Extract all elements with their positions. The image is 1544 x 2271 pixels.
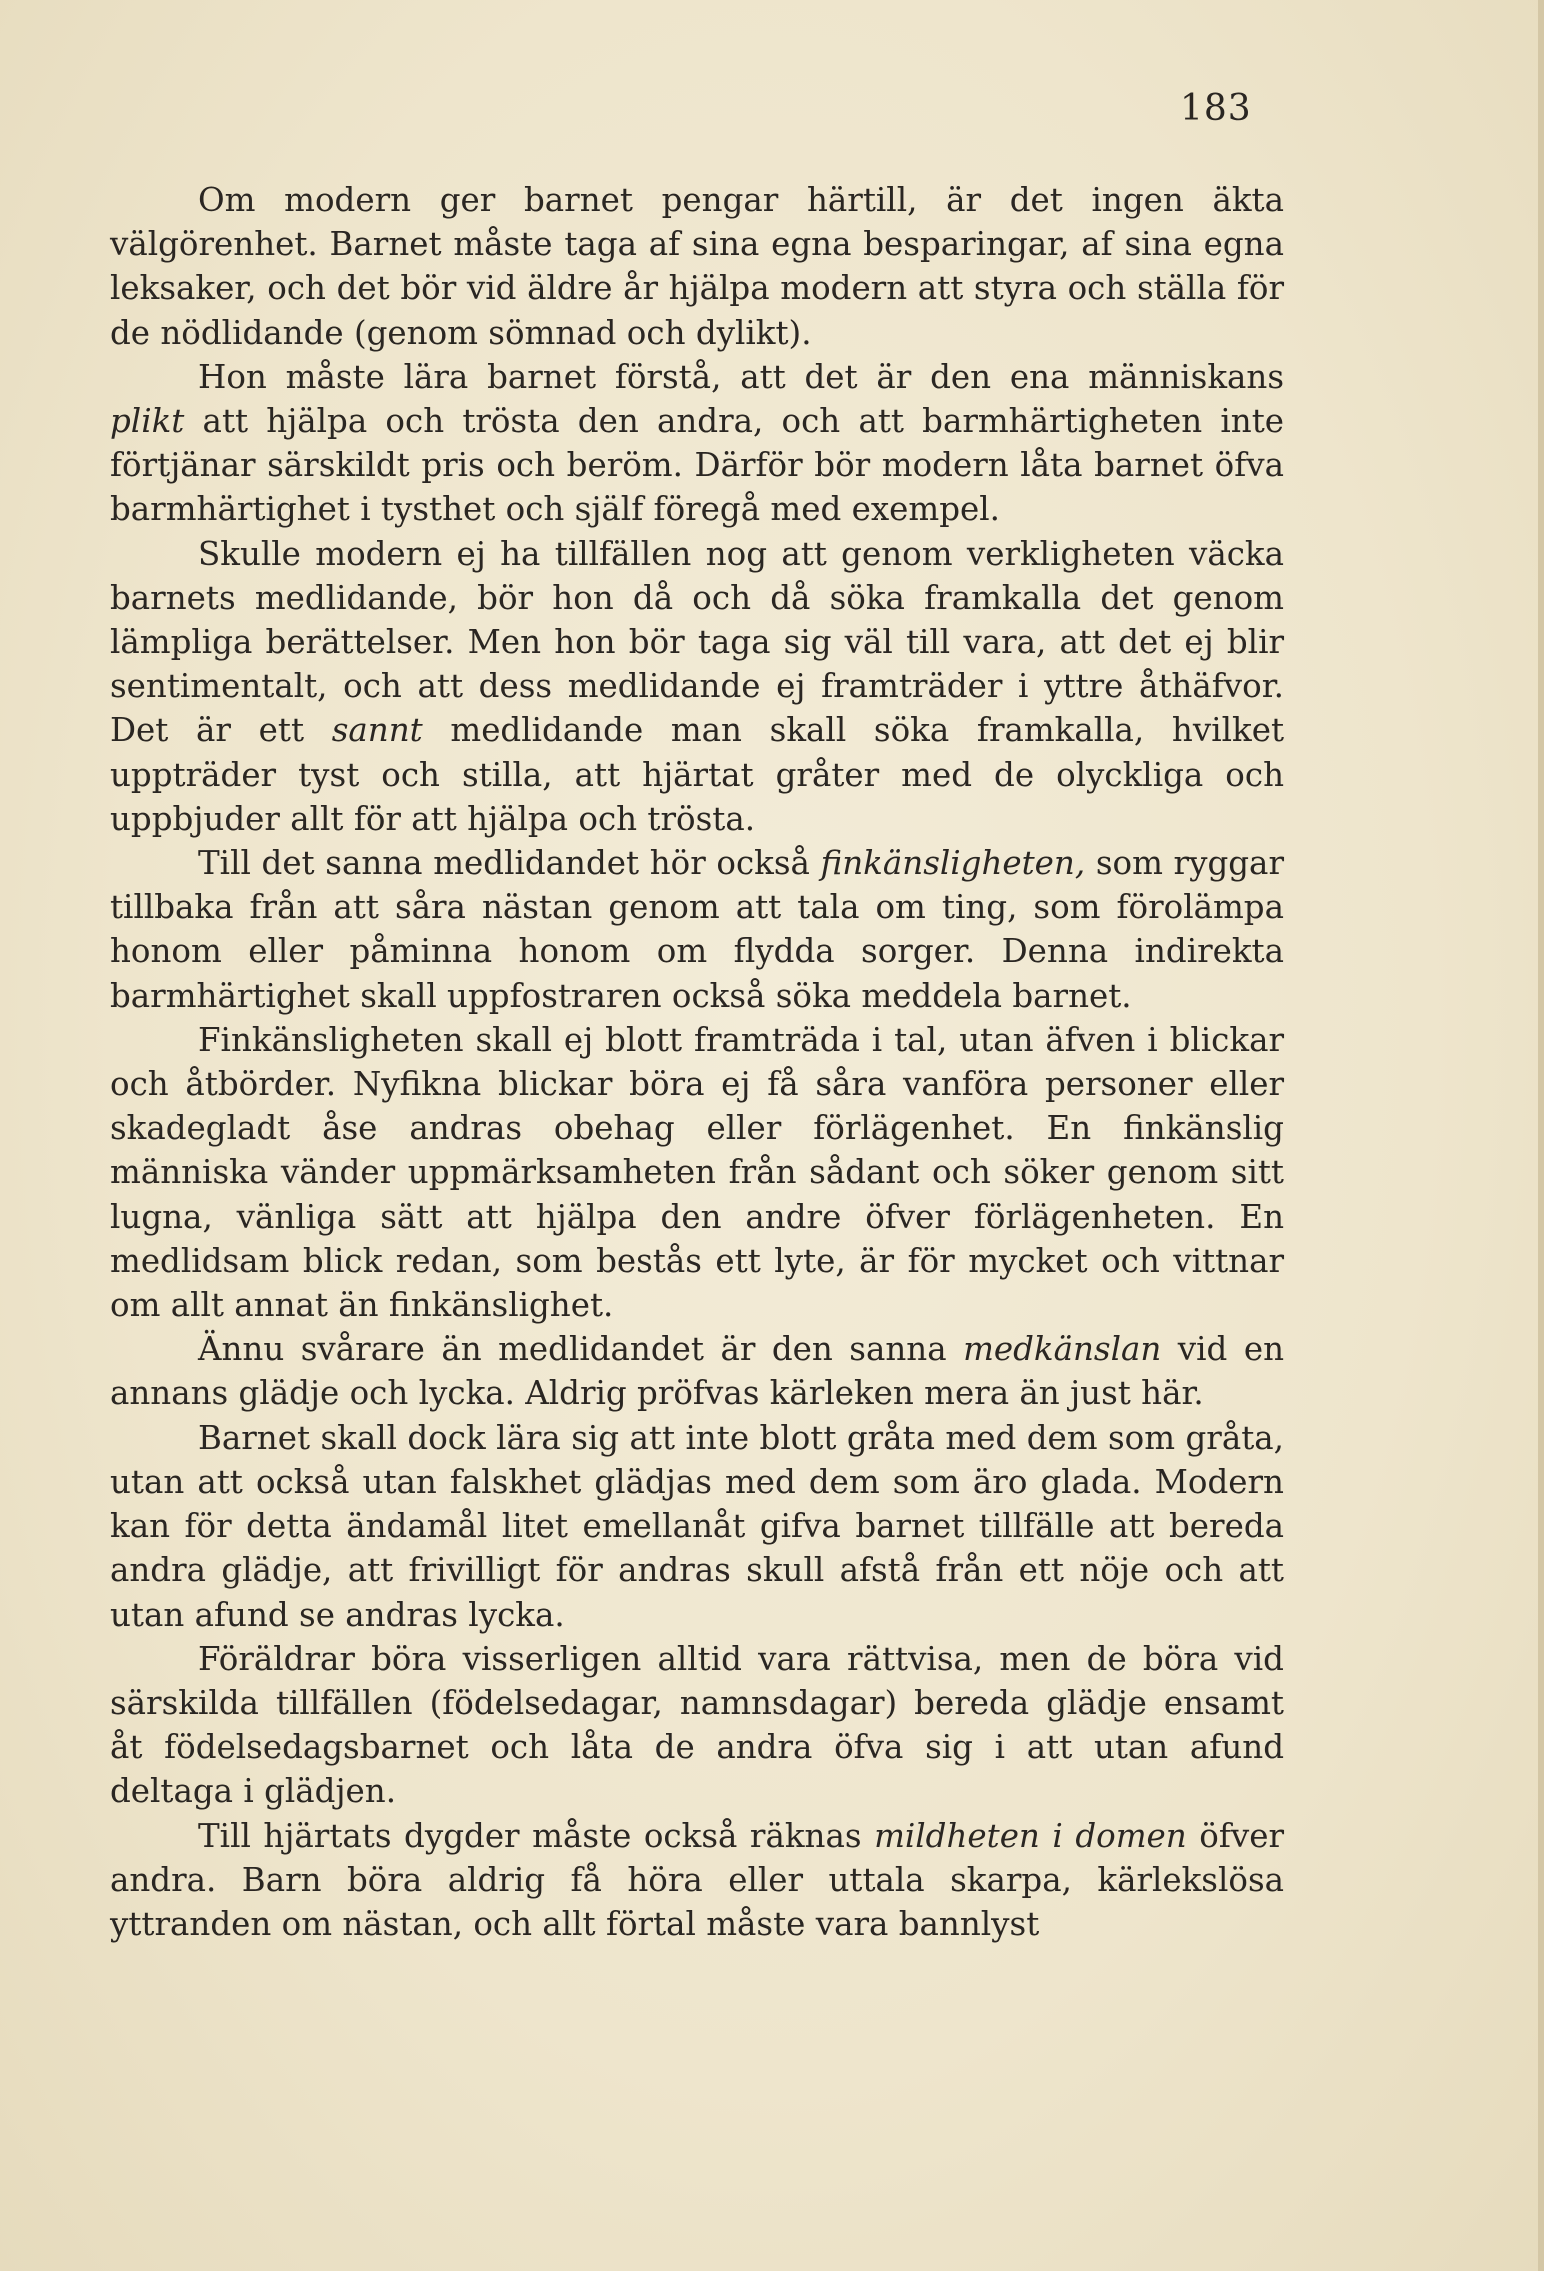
paragraph [110,1416,1284,1637]
text-run: Till hjärtats dygder måste också räknas [198,1816,875,1855]
paragraph [110,532,1284,841]
italic-term: medkänslan [963,1330,1162,1369]
italic-term: sannt [331,711,423,750]
text-run: Barnet skall dock lära sig att inte blott gråta med dem som gråta, utan att också utan falskhet glädjas med dem som äro glada. Modern kan för detta ändamål litet emellanåt gifva barnet tillfälle att bereda andra glädje, att frivilligt för andras skull afstå från ett nöje och att utan afund se andras lycka. [110,1418,1284,1634]
paragraph [110,1327,1284,1415]
paragraph [110,355,1284,532]
text-run: Skulle modern ej ha tillfällen nog att genom verkligheten väcka barnets medlidande, bör hon då och då söka framkalla det genom lämpliga berättelser. Men hon bör taga sig väl till vara, att det ej blir sentimentalt, och att dess medlidande ej framträder i yttre åthäfvor. Det är ett [110,534,1284,750]
paragraph [110,1637,1284,1814]
paragraph [110,841,1284,1018]
italic-term: plikt [110,402,185,441]
text-run: Föräldrar böra visserligen alltid vara rättvisa, men de böra vid särskilda tillfällen (födelsedagar, namnsdagar) bereda glädje ensamt åt födelsedagsbarnet och låta de andra öfva sig i att utan afund deltaga i glädjen. [110,1639,1284,1811]
paragraph [110,1814,1284,1947]
body-text [110,178,1284,1946]
paragraph [110,1018,1284,1327]
text-run: Hon måste lära barnet förstå, att det är den ena människans [198,357,1284,396]
text-run: som ryggar tillbaka från att såra nästan genom att tala om ting, som förolämpa honom eller påminna honom om flydda sorger. Denna indirekta barmhärtighet skall uppfostraren också söka meddela barnet. [110,844,1284,1015]
text-run: Ännu svårare än medlidandet är den sanna [198,1330,964,1369]
italic-term: mildheten i domen [874,1816,1187,1855]
text-run: Till det sanna medlidandet hör också [198,844,821,883]
text-run: öfver andra. Barn böra aldrig få höra eller uttala skarpa, kärlekslösa yttranden om nästan, och allt förtal måste vara bannlyst [110,1816,1284,1943]
text-run: Om modern ger barnet pengar härtill, är det ingen äkta välgörenhet. Barnet måste taga af sina egna besparingar, af sina egna leksaker, och det bör vid äldre år hjälpa modern att styra och ställa för de nödlidande (genom sömnad och dylikt). [110,181,1284,352]
paragraph [110,178,1284,355]
text-run: medlidande man skall söka framkalla, hvilket uppträder tyst och stilla, att hjärtat gråter med de olyckliga och uppbjuder allt för att hjälpa och trösta. [110,711,1285,838]
italic-term: finkänsligheten, [820,844,1086,883]
text-run: vid en annans glädje och lycka. Aldrig pröfvas kärleken mera än just här. [110,1330,1284,1413]
text-run: Finkänsligheten skall ej blott framträda i tal, utan äfven i blickar och åtbörder. Nyfikna blickar böra ej få såra vanföra personer eller skadegladt åse andras obehag eller förlägenhet. En finkänslig människa vänder uppmärksamheten från sådant och söker genom sitt lugna, vänliga sätt att hjälpa den andre öfver förlägenheten. En medlidsam blick redan, som bestås ett lyte, är för mycket och vittnar om allt annat än finkänslighet. [110,1020,1284,1325]
text-run: att hjälpa och trösta den andra, och att barmhärtigheten inte förtjänar särskildt pris och beröm. Därför bör modern låta barnet öfva barmhärtighet i tysthet och själf föregå med exempel. [110,402,1284,529]
page-edge [1538,0,1544,2271]
page-number: 183 [1180,88,1252,129]
